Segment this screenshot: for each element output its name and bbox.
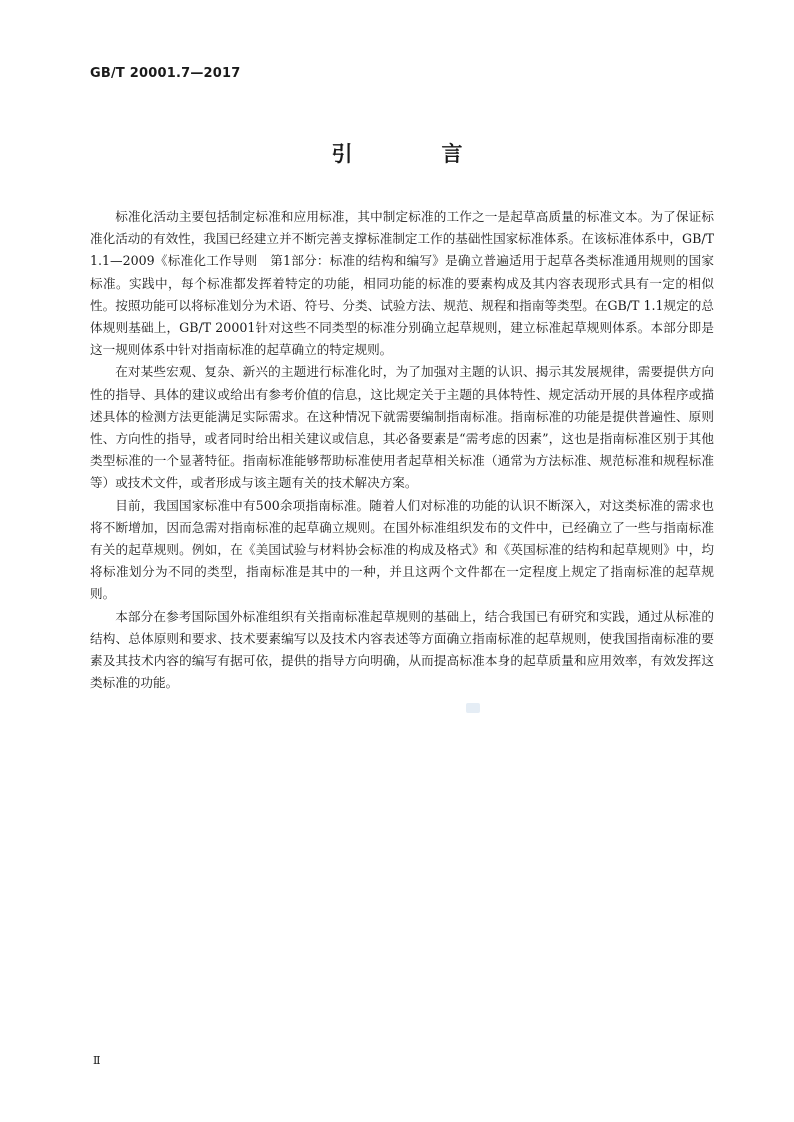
watermark-mark (466, 703, 480, 713)
paragraph: 本部分在参考国际国外标准组织有关指南标准起草规则的基础上，结合我国已有研究和实践，通过从标准的结构、总体原则和要求、技术要素编写以及技术内容表述等方面确立指南标准的起草规则，使我国指南标准的要素及其技术内容的编写有据可依，提供的指导方向明确，从而提高标准本身的起草质量和应用效率，有效发挥这类标准的功能。 (90, 608, 714, 691)
introduction-body (90, 206, 714, 694)
paragraph: 目前，我国国家标准中有500余项指南标准。随着人们对标准的功能的认识不断深入，对这类标准的需求也将不断增加，因而急需对指南标准的起草确立规则。在国外标准组织发布的文件中，已经确立了一些与指南标准有关的起草规则。例如，在《美国试验与材料协会标准的构成及格式》和《英国标准的结构和起草规则》中，均将标准划分为不同的类型，指南标准是其中的一种，并且这两个文件都在一定程度上规定了指南标准的起草规则。 (90, 497, 714, 602)
standard-code-header: GB/T 20001.7—2017 (90, 66, 241, 81)
page-title: 引 言 (331, 142, 497, 166)
paragraph: 标准化活动主要包括制定标准和应用标准，其中制定标准的工作之一是起草高质量的标准文本。为了保证标准化活动的有效性，我国已经建立并不断完善支撑标准制定工作的基础性国家标准体系。在该标准体系中，GB/T 1.1—2009《标准化工作导则 第1部分：标准的结构和编写》是确立普遍适用于起草各类标准通用规则的国家标准。实践中，每个标准都发挥着特定的功能，相同功能的标准的要素构成及其内容表现形式具有一定的相似性。按照功能可以将标准划分为术语、符号、分类、试验方法、规范、规程和指南等类型。在GB/T 1.1规定的总体规则基础上，GB/T 20001针对这些不同类型的标准分别确立起草规则，建立标准起草规则体系。本部分即是这一规则体系中针对指南标准的起草确立的特定规则。 (90, 209, 714, 358)
page-number: Ⅱ (93, 1054, 101, 1067)
paragraph: 在对某些宏观、复杂、新兴的主题进行标准化时，为了加强对主题的认识、揭示其发展规律，需要提供方向性的指导、具体的建议或给出有参考价值的信息，这比规定关于主题的具体特性、规定活动开展的具体程序或描述具体的检测方法更能满足实际需求。在这种情况下就需要编制指南标准。指南标准的功能是提供普遍性、原则性、方向性的指导，或者同时给出相关建议或信息，其必备要素是“需考虑的因素”，这也是指南标准区别于其他类型标准的一个显著特征。指南标准能够帮助标准使用者起草相关标准（通常为方法标准、规范标准和规程标准等）或技术文件，或者形成与该主题有关的技术解决方案。 (90, 364, 714, 491)
